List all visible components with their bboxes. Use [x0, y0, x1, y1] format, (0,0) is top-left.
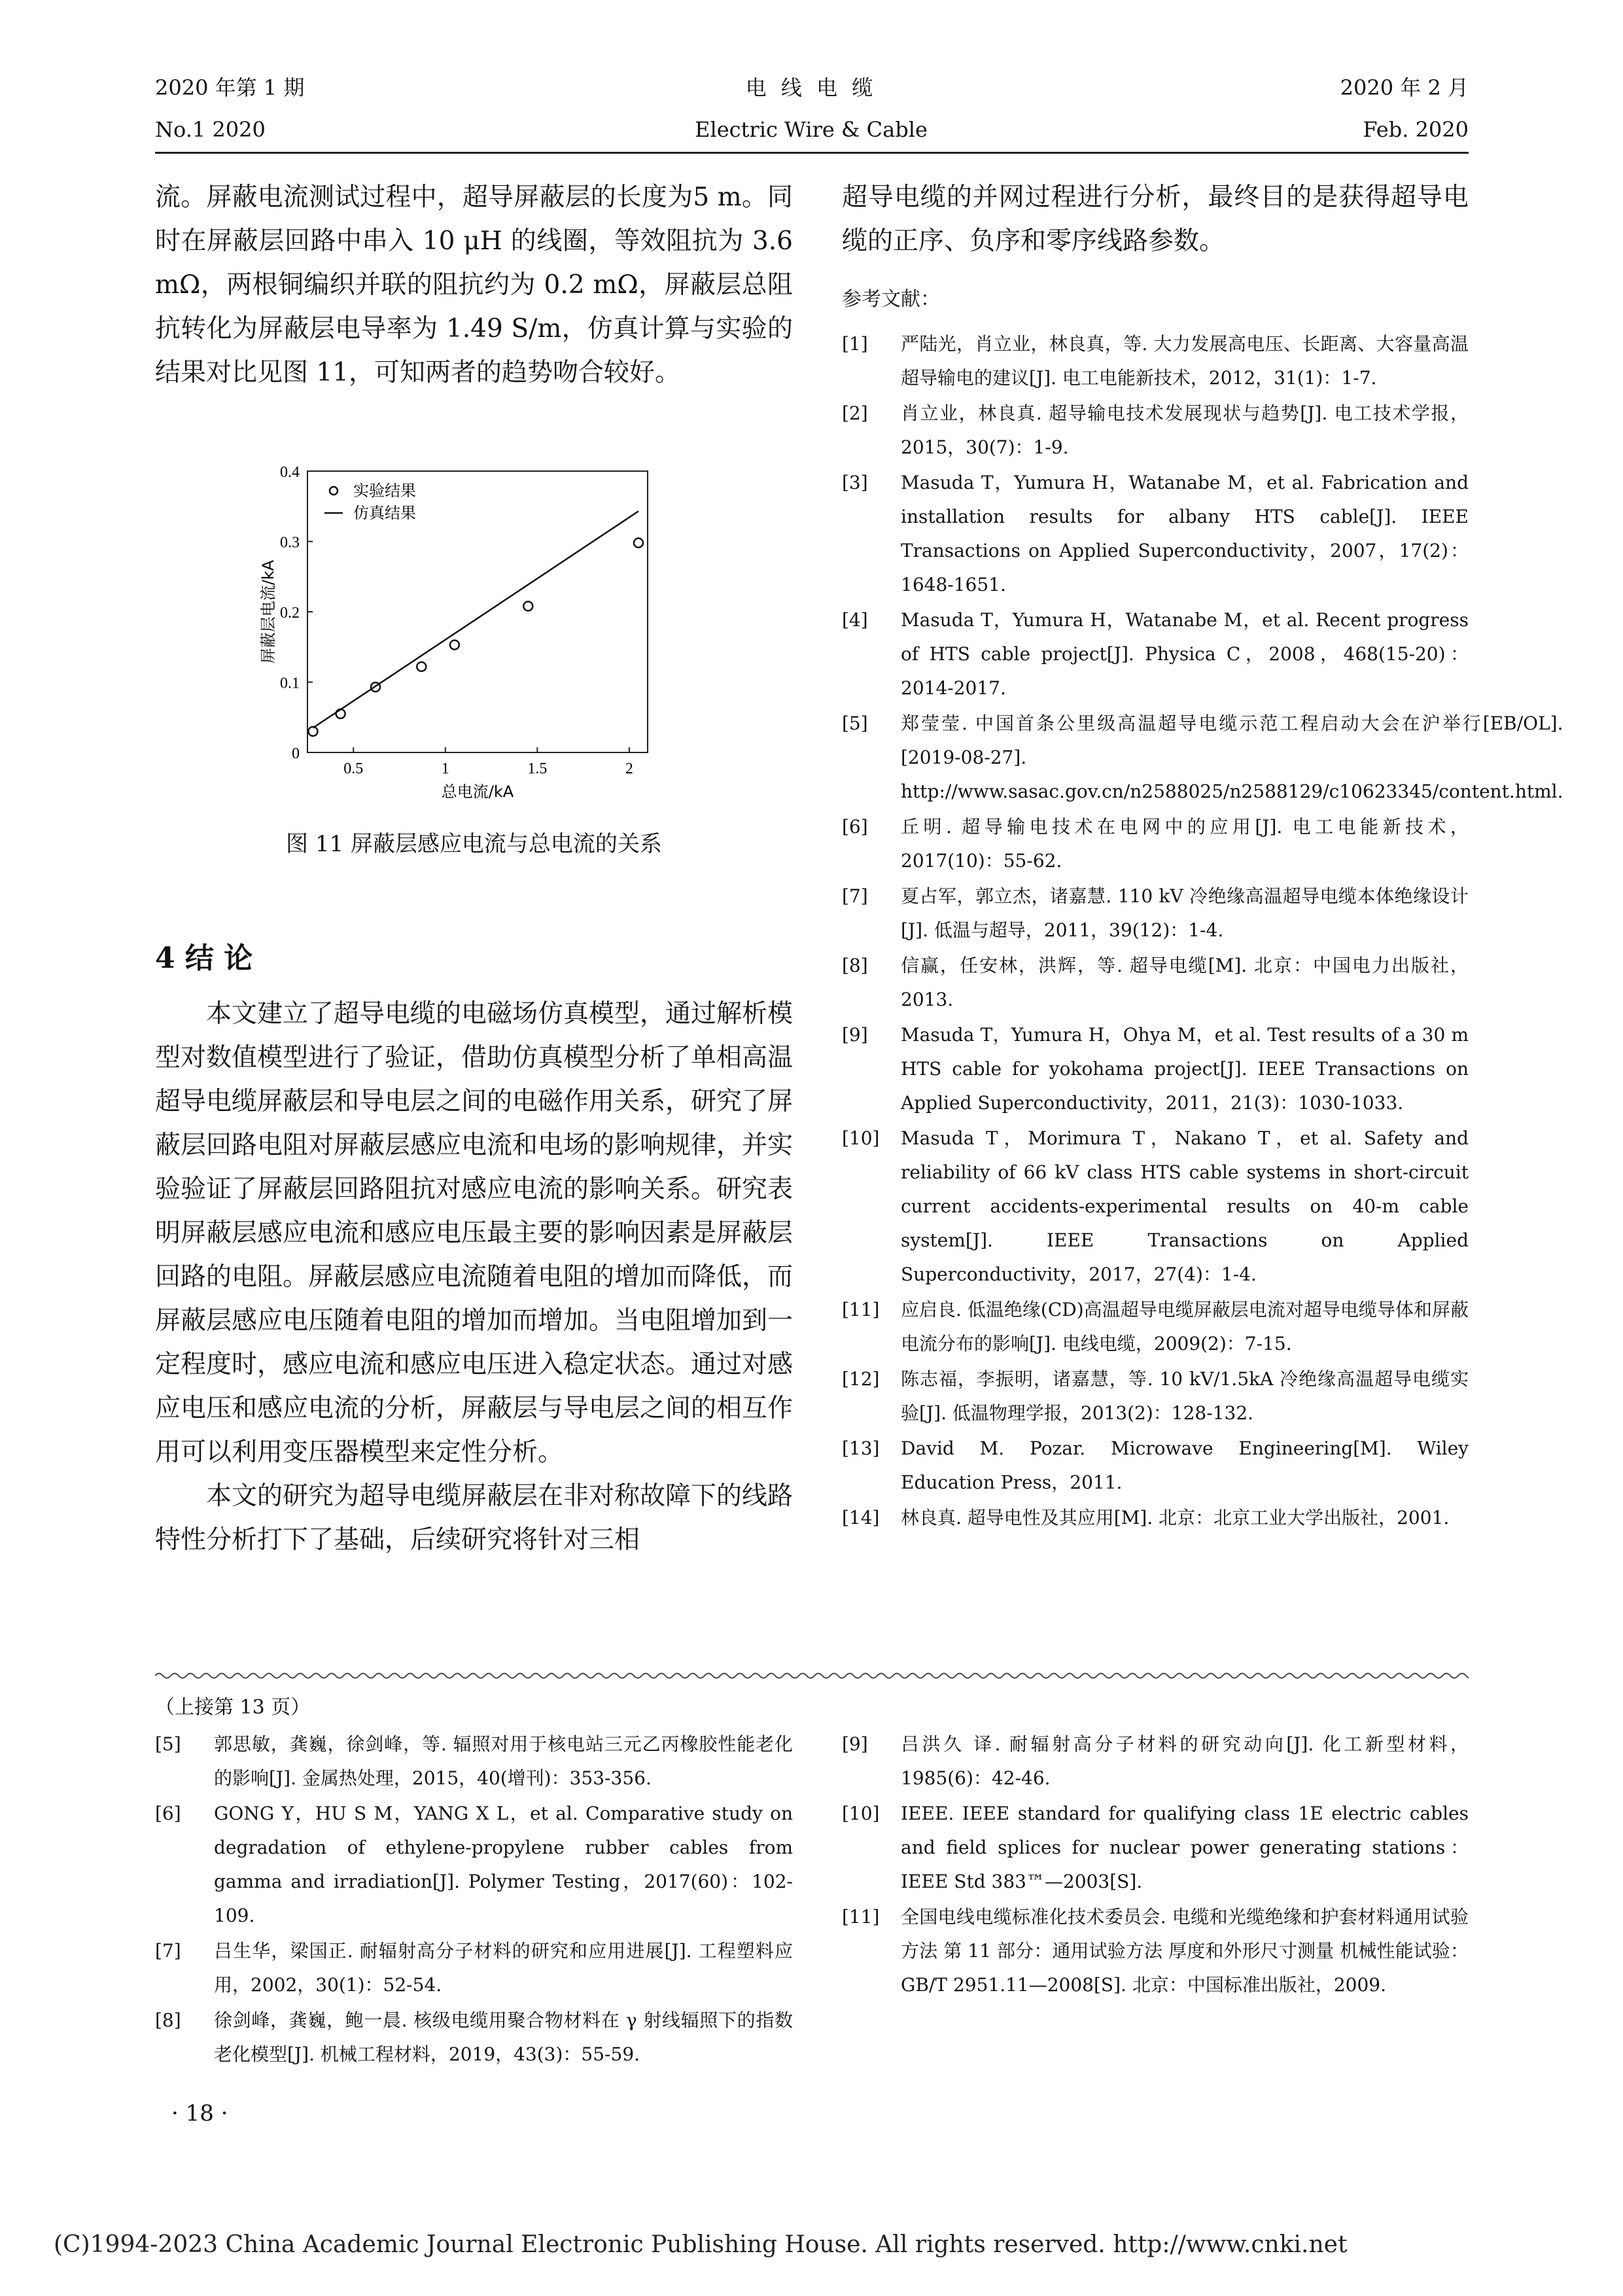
reference-item: [842, 1293, 1469, 1361]
reference-item: [842, 1122, 1469, 1292]
legend-label-experiment: 实验结果: [353, 482, 416, 500]
reference-number: [2]: [842, 402, 868, 424]
reference-text: GONG Y，HU S M，YANG X L，et al. Comparative study on degradation of ethylene-propylene rubber cables from gamma and irradiation[J]. Polymer Testing，2017(60)：102-109.: [214, 1803, 793, 1926]
section-title-conclusion: 4 结 论: [155, 942, 253, 975]
reference-number: [12]: [842, 1368, 880, 1390]
x-tick-label: 1: [441, 760, 449, 777]
wavy-separator: [155, 1670, 1469, 1681]
reference-number: [11]: [842, 1299, 880, 1320]
reference-number: [5]: [842, 713, 868, 734]
header-journal-en: Electric Wire & Cable: [695, 117, 928, 142]
reference-text: Masuda T，Yumura H，Watanabe M，et al. Recent progress of HTS cable project[J]. Physica C，2008，468(15-20)：2014-2017.: [901, 609, 1469, 699]
reference-number: [8]: [842, 955, 868, 976]
reference-item: [842, 466, 1469, 602]
y-tick-label: 0.3: [280, 534, 300, 552]
reference-item: [842, 1900, 1469, 2002]
reference-item: [842, 1501, 1469, 1535]
reference-text: 陈志福，李振明，诸嘉慧，等. 10 kV/1.5kA 冷绝缘高温超导电缆实验[J]. 低温物理学报，2013(2)：128-132.: [901, 1368, 1469, 1424]
reference-item: [155, 1934, 793, 2002]
continued-refs-right: [842, 1727, 1469, 2004]
reference-text: Masuda T，Yumura H，Ohya M，et al. Test results of a 30 m HTS cable for yokohama project[J]. IEEE Transactions on Applied Superconductivity，2011，21(3)：1030-1033.: [901, 1024, 1469, 1114]
reference-number: [13]: [842, 1438, 880, 1459]
legend-label-simulation: 仿真结果: [353, 504, 416, 522]
reference-text: 严陆光，肖立业，林良真，等. 大力发展高电压、长距离、大容量高温超导输电的建议[J]. 电工电能新技术，2012，31(1)：1-7.: [901, 333, 1469, 389]
reference-text: 全国电线电缆标准化技术委员会. 电缆和光缆绝缘和护套材料通用试验方法 第 11 部分：通用试验方法 厚度和外形尺寸测量 机械性能试验：GB/T 2951.11—2008[S]. 北京：中国标准出版社，2009.: [901, 1906, 1469, 1996]
copyright-line: (C)1994-2023 China Academic Journal Electronic Publishing House. All rights reserved. http://www.cnki.net: [54, 2231, 1348, 2258]
experiment-point: [634, 539, 643, 548]
reference-number: [8]: [155, 2009, 181, 2031]
reference-number: [11]: [842, 1906, 880, 1928]
reference-number: [14]: [842, 1507, 880, 1528]
reference-text: 吕洪久 译. 耐辐射高分子材料的研究动向[J]. 化工新型材料，1985(6)：42-46.: [901, 1733, 1469, 1789]
figure-11-caption: 图 11 屏蔽层感应电流与总电流的关系: [286, 831, 662, 857]
figure-11-chart: [255, 458, 687, 811]
x-axis-label: 总电流/kA: [441, 783, 514, 801]
continued-label: （上接第 13 页）: [155, 1696, 311, 1719]
reference-number: [1]: [842, 333, 868, 355]
references-list: [842, 327, 1563, 1536]
conclusion-paragraph-1: 本文建立了超导电缆的电磁场仿真模型，通过解析模型对数值模型进行了验证，借助仿真模型分析了单相高温超导电缆屏蔽层和导电层之间的电磁作用关系，研究了屏蔽层回路电阻对屏蔽层感应电流和电场的影响规律，并实验验证了屏蔽层回路阻抗对感应电流的影响关系。研究表明屏蔽层感应电流和感应电压最主要的影响因素是屏蔽层回路的电阻。屏蔽层感应电流随着电阻的增加而降低，而屏蔽层感应电压随着电阻的增加而增加。当电阻增加到一定程度时，感应电流和感应电压进入稳定状态。通过对感应电压和感应电流的分析，屏蔽层与导电层之间的相互作用可以利用变压器模型来定性分析。: [155, 999, 794, 1467]
x-tick-label: 0.5: [343, 760, 364, 777]
reference-item: [842, 603, 1469, 705]
page-number: · 18 ·: [171, 2100, 228, 2127]
experiment-point: [523, 601, 532, 610]
reference-text: 吕生华，梁国正. 耐辐射高分子材料的研究和应用进展[J]. 工程塑料应用，2002，30(1)：52-54.: [214, 1940, 793, 1996]
y-axis-label: 屏蔽层电流/kA: [259, 559, 277, 664]
left-column: [155, 175, 793, 395]
reference-number: [9]: [842, 1024, 868, 1046]
y-tick-label: 0.1: [280, 675, 300, 692]
header-issue-cn: 2020 年第 1 期: [155, 75, 305, 100]
reference-number: [7]: [155, 1940, 181, 1962]
header-journal-cn: 电 线 电 缆: [745, 75, 877, 100]
intro-paragraph: 流。屏蔽电流测试过程中，超导屏蔽层的长度为5 m。同时在屏蔽层回路中串入 10 μH 的线圈，等效阻抗为 3.6 mΩ，两根铜编织并联的阻抗约为 0.2 mΩ，屏蔽层总阻抗转化为屏蔽层电导率为 1.49 S/m，仿真计算与实验的结果对比见图 11，可知两者的趋势吻合较好。: [155, 183, 793, 387]
reference-text: Masuda T，Yumura H，Watanabe M，et al. Fabrication and installation results for albany HTS cable[J]. IEEE Transactions on Applied Superconductivity，2007，17(2)：1648-1651.: [901, 472, 1469, 595]
reference-number: [5]: [155, 1733, 181, 1755]
reference-item: [842, 327, 1469, 395]
reference-item: [842, 949, 1469, 1017]
reference-text: IEEE. IEEE standard for qualifying class 1E electric cables and field splices for nuclear power generating stations：IEEE Std 383™—2003[S].: [901, 1803, 1469, 1892]
reference-text: Masuda T，Morimura T，Nakano T，et al. Safety and reliability of 66 kV class HTS cable systems in short-circuit current accidents-experimental results on 40-m cable system[J]. IEEE Transactions on Applied Superconductivity，2017，27(4)：1-4.: [901, 1127, 1469, 1285]
reference-item: [842, 1018, 1469, 1120]
reference-item: [842, 879, 1469, 947]
reference-item: [842, 397, 1469, 465]
y-tick-label: 0.2: [280, 605, 300, 622]
reference-number: [6]: [155, 1803, 181, 1824]
x-tick-label: 1.5: [527, 760, 548, 777]
reference-text: 信赢，任安林，洪辉，等. 超导电缆[M]. 北京：中国电力出版社，2013.: [901, 955, 1469, 1010]
x-tick-label: 2: [625, 760, 633, 777]
reference-number: [10]: [842, 1127, 880, 1149]
reference-text: 郭思敏，龚巍，徐剑峰，等. 辐照对用于核电站三元乙丙橡胶性能老化的影响[J]. 金属热处理，2015，40(增刊)：353-356.: [214, 1733, 793, 1789]
reference-item: [842, 1362, 1469, 1430]
reference-item: [155, 1797, 793, 1933]
reference-number: [6]: [842, 816, 868, 838]
reference-item: [842, 707, 1563, 809]
continuation-paragraph: 超导电缆的并网过程进行分析，最终目的是获得超导电缆的正序、负序和零序线路参数。: [842, 183, 1469, 256]
conclusion-body: [155, 992, 793, 1562]
header-date-cn: 2020 年 2 月: [1340, 75, 1469, 100]
reference-number: [4]: [842, 609, 868, 631]
experiment-point: [308, 727, 317, 736]
reference-item: [842, 810, 1469, 878]
reference-number: [9]: [842, 1733, 868, 1755]
simulation-line: [313, 511, 638, 728]
header-date-en: Feb. 2020: [1363, 117, 1469, 142]
reference-number: [7]: [842, 885, 868, 907]
reference-text: 肖立业，林良真. 超导输电技术发展现状与趋势[J]. 电工技术学报，2015，30(7)：1-9.: [901, 402, 1469, 458]
right-column-continuation: [842, 175, 1469, 263]
reference-item: [155, 2004, 793, 2072]
reference-number: [3]: [842, 472, 868, 493]
reference-text: 丘明. 超导输电技术在电网中的应用[J]. 电工电能新技术，2017(10)：55-62.: [901, 816, 1469, 872]
reference-text: David M. Pozar. Microwave Engineering[M]. Wiley Education Press，2011.: [901, 1438, 1469, 1493]
experiment-point: [417, 662, 426, 671]
y-tick-label: 0.4: [280, 464, 300, 481]
continued-refs-left: [155, 1727, 793, 2073]
reference-item: [842, 1797, 1469, 1899]
reference-item: [842, 1432, 1469, 1500]
reference-text: 应启良. 低温绝缘(CD)高温超导电缆屏蔽层电流对超导电缆导体和屏蔽电流分布的影响[J]. 电线电缆，2009(2)：7-15.: [901, 1299, 1469, 1354]
reference-number: [10]: [842, 1803, 880, 1824]
reference-text: 夏占军，郭立杰，诸嘉慧. 110 kV 冷绝缘高温超导电缆本体绝缘设计[J]. 低温与超导，2011，39(12)：1-4.: [901, 885, 1469, 941]
legend-marker-experiment: [330, 487, 338, 495]
experiment-point: [336, 709, 345, 718]
reference-text: 郑莹莹. 中国首条公里级高温超导电缆示范工程启动大会在沪举行[EB/OL].[2019-08-27]. http://www.sasac.gov.cn/n2588025/n2588129/c10623345/content.html.: [901, 713, 1563, 802]
y-tick-label: 0: [292, 745, 300, 762]
conclusion-paragraph-2: 本文的研究为超导电缆屏蔽层在非对称故障下的线路特性分析打下了基础，后续研究将针对三相: [155, 1481, 794, 1555]
reference-item: [155, 1727, 793, 1795]
header-issue-en: No.1 2020: [155, 117, 266, 142]
experiment-point: [450, 641, 459, 650]
references-label: 参考文献：: [842, 288, 940, 311]
header-rule: [155, 152, 1469, 154]
reference-text: 徐剑峰，龚巍，鲍一晨. 核级电缆用聚合物材料在 γ 射线辐照下的指数老化模型[J]. 机械工程材料，2019，43(3)：55-59.: [214, 2009, 793, 2065]
reference-item: [842, 1727, 1469, 1795]
reference-text: 林良真. 超导电性及其应用[M]. 北京：北京工业大学出版社，2001.: [901, 1507, 1450, 1528]
